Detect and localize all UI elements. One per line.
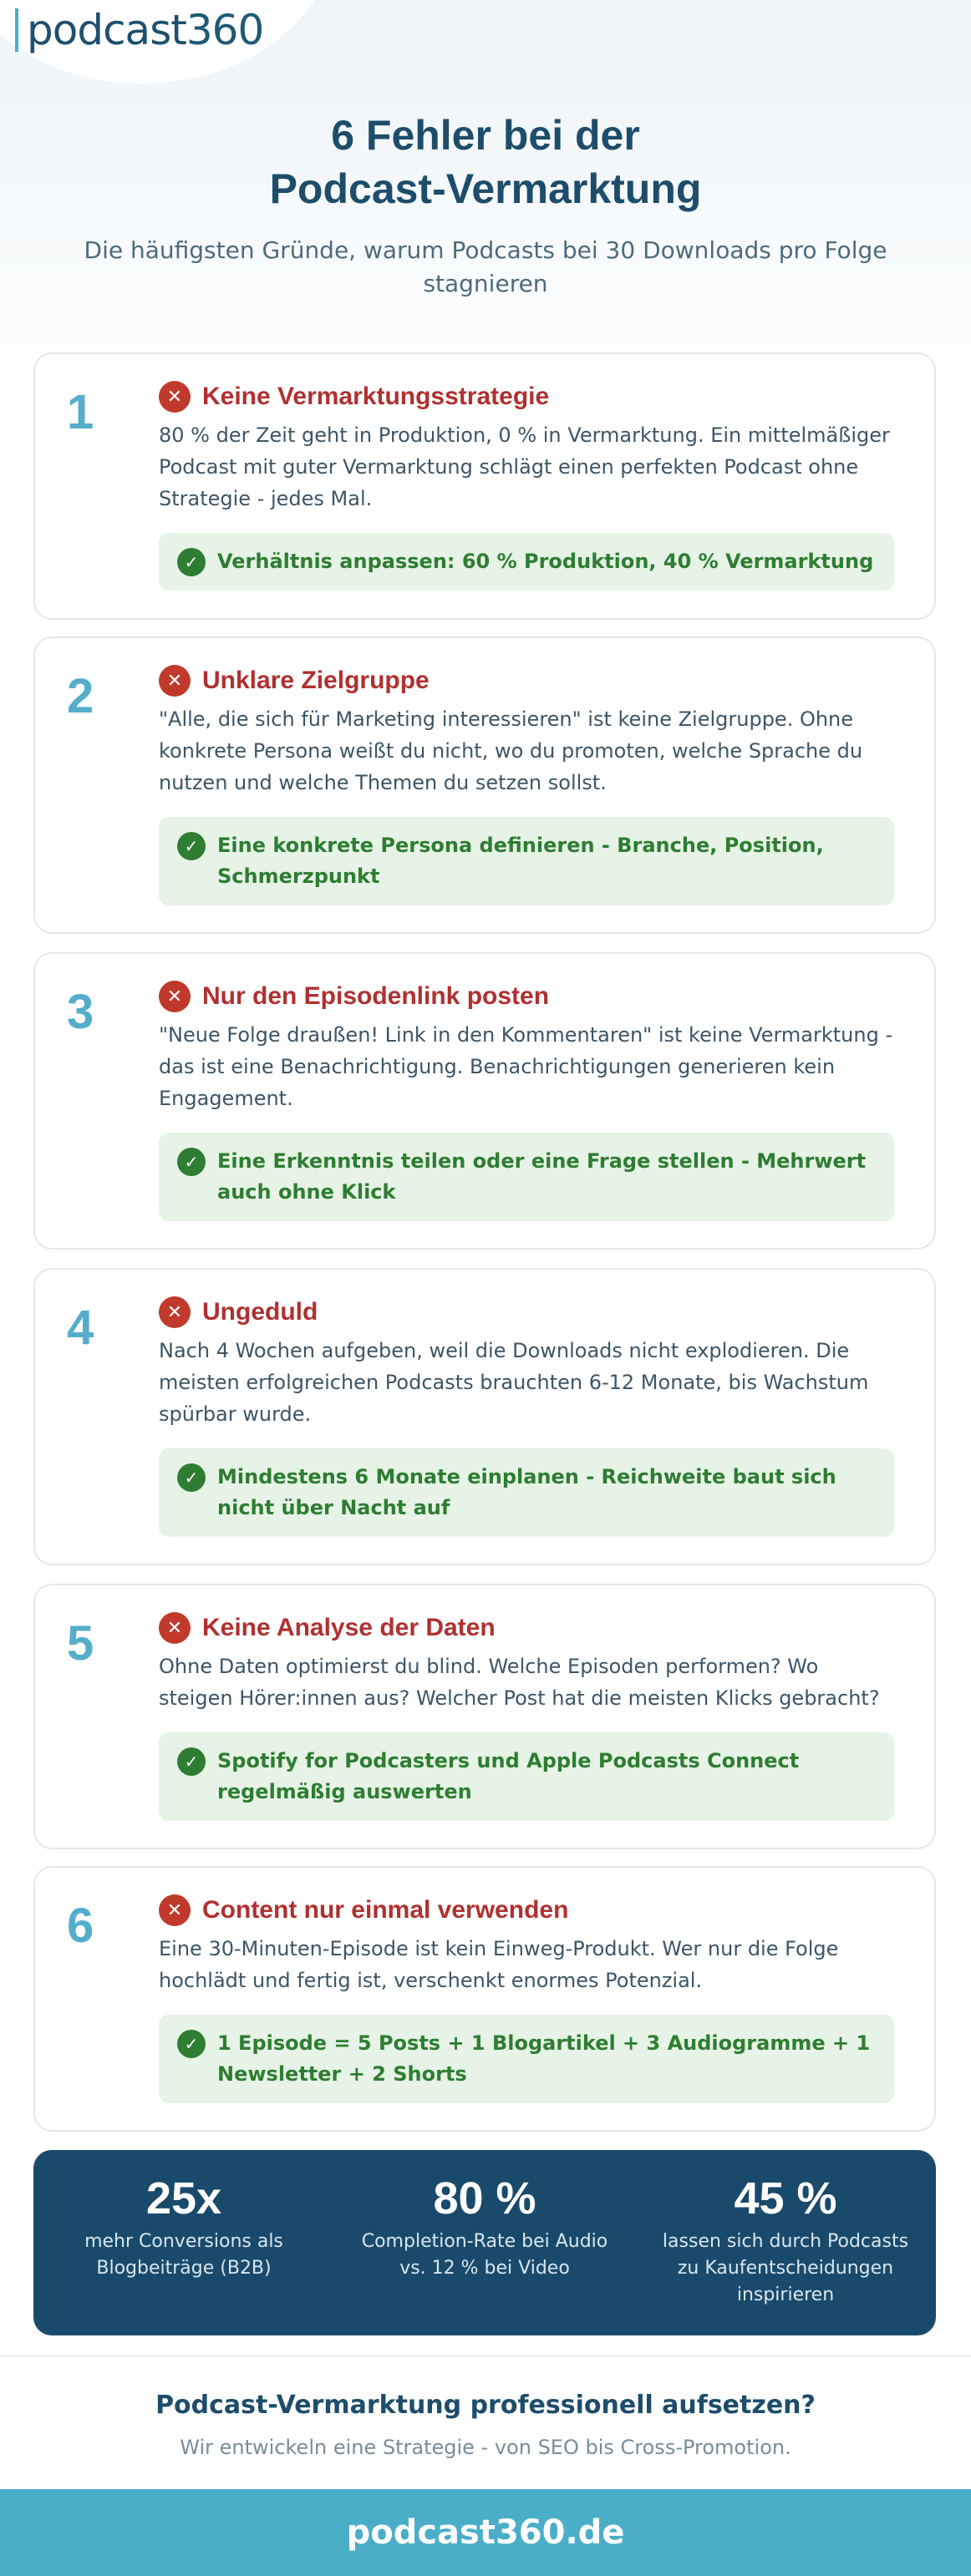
mistake-description: Nach 4 Wochen aufgeben, weil die Downloads nicht explodieren. Die meisten erfolgreichen Podcasts brauchten 6-12 Monate, bis Wachstum spürbar wurde. xyxy=(159,1339,869,1426)
mistake-description: 80 % der Zeit geht in Produktion, 0 % in Vermarktung. Ein mittelmäßiger Podcast mit guter Vermarktung schlägt einen perfekten Podcast ohne Strategie - jedes Mal. xyxy=(159,423,890,510)
stats-panel xyxy=(33,2150,936,2335)
check-icon: ✓ xyxy=(177,1747,206,1776)
stat-item xyxy=(33,2150,334,2335)
mistake-card-5 xyxy=(33,1584,936,1849)
footer-link[interactable]: podcast360.de xyxy=(346,2513,625,2552)
page-title xyxy=(0,109,971,216)
mistake-card-6 xyxy=(33,1866,936,2132)
mistake-card-1 xyxy=(33,352,936,620)
stat-label: Completion-Rate bei Audio vs. 12 % bei Video xyxy=(361,2231,608,2279)
mistake-description: Eine 30-Minuten-Episode ist kein Einweg-Produkt. Wer nur die Folge hochlädt und fertig ist, verschenkt enormes Potenzial. xyxy=(159,1937,839,1992)
mistake-title: Content nur einmal verwenden xyxy=(202,1896,569,1924)
mistake-header xyxy=(159,981,549,1012)
stat-value: 25x xyxy=(145,2173,222,2224)
stat-item xyxy=(334,2150,635,2335)
solution-tip xyxy=(159,817,894,905)
mistake-number: 6 xyxy=(67,1899,94,1953)
solution-tip xyxy=(159,1448,894,1537)
logo-bar xyxy=(15,8,18,52)
mistake-description: "Neue Folge draußen! Link in den Kommentaren" ist keine Vermarktung - das ist eine Benachrichtigung. Benachrichtigungen generieren kein Engagement. xyxy=(159,1023,893,1110)
solution-text: 1 Episode = 5 Posts + 1 Blogartikel + 3 Audiogramme + 1 Newsletter + 2 Shorts xyxy=(217,2031,871,2086)
solution-text: Spotify for Podcasters und Apple Podcasts Connect regelmäßig auswerten xyxy=(217,1749,800,1803)
cta-section xyxy=(0,2355,971,2491)
close-icon: ✕ xyxy=(159,381,191,413)
mistake-number: 5 xyxy=(67,1616,94,1671)
page-title-line1: 6 Fehler bei der xyxy=(331,112,640,159)
mistake-title: Unklare Zielgruppe xyxy=(202,667,430,694)
solution-tip xyxy=(159,1732,894,1821)
check-icon: ✓ xyxy=(177,832,206,860)
solution-text: Verhältnis anpassen: 60 % Produktion, 40 % Vermarktung xyxy=(217,550,874,573)
solution-text: Eine Erkenntnis teilen oder eine Frage stellen - Mehrwert auch ohne Klick xyxy=(217,1149,867,1204)
mistake-header xyxy=(159,381,549,413)
solution-text: Mindestens 6 Monate einplanen - Reichweite baut sich nicht über Nacht auf xyxy=(217,1465,836,1519)
check-icon: ✓ xyxy=(177,2030,206,2058)
close-icon: ✕ xyxy=(159,1296,191,1328)
mistake-header xyxy=(159,665,430,697)
page-title-line2: Podcast-Vermarktung xyxy=(269,165,702,212)
stat-label: mehr Conversions als Blogbeiträge (B2B) xyxy=(84,2231,283,2279)
cta-subline: Wir entwickeln eine Strategie - von SEO bis Cross-Promotion. xyxy=(180,2436,791,2459)
check-icon: ✓ xyxy=(177,1463,206,1492)
mistake-card-4 xyxy=(33,1268,936,1565)
mistake-description: Ohne Daten optimierst du blind. Welche Episoden performen? Wo steigen Hörer:innen aus? Welcher Post hat die meisten Klicks gebracht? xyxy=(159,1655,880,1710)
page-subtitle: Die häufigsten Gründe, warum Podcasts bei 30 Downloads pro Folge stagnieren xyxy=(84,236,887,297)
mistake-description: "Alle, die sich für Marketing interessieren" ist keine Zielgruppe. Ohne konkrete Persona weißt du nicht, wo du promoten, welche Sprache du nutzen und welche Themen du setzen sollst. xyxy=(159,707,863,794)
mistake-header xyxy=(159,1894,568,1926)
stat-value: 45 % xyxy=(734,2173,837,2224)
logo-name: podcast xyxy=(27,6,186,54)
close-icon: ✕ xyxy=(159,1894,191,1926)
cta-headline[interactable]: Podcast-Vermarktung professionell aufsetzen? xyxy=(155,2391,816,2420)
check-icon: ✓ xyxy=(177,548,206,576)
mistake-card-2 xyxy=(33,636,936,934)
mistake-header xyxy=(159,1296,318,1328)
mistake-card-3 xyxy=(33,952,936,1250)
solution-text: Eine konkrete Persona definieren - Branche, Position, Schmerzpunkt xyxy=(217,834,824,888)
mistake-title: Ungeduld xyxy=(202,1298,318,1326)
solution-tip xyxy=(159,533,894,591)
close-icon: ✕ xyxy=(159,1612,191,1644)
mistake-number: 4 xyxy=(67,1301,94,1355)
mistake-number: 1 xyxy=(67,385,94,439)
solution-tip xyxy=(159,2015,894,2103)
close-icon: ✕ xyxy=(159,981,191,1012)
close-icon: ✕ xyxy=(159,665,191,697)
mistake-number: 3 xyxy=(67,985,94,1039)
mistake-title: Keine Analyse der Daten xyxy=(202,1614,496,1641)
logo-number: 360 xyxy=(186,6,264,54)
stat-value: 80 % xyxy=(433,2173,536,2224)
footer-bar xyxy=(0,2489,971,2576)
mistake-title: Nur den Episodenlink posten xyxy=(202,982,550,1010)
solution-tip xyxy=(159,1133,894,1221)
mistake-header xyxy=(159,1612,496,1644)
stat-label: lassen sich durch Podcasts zu Kaufentscheidungen inspirieren xyxy=(662,2231,909,2305)
check-icon: ✓ xyxy=(177,1148,206,1176)
stat-item xyxy=(635,2150,936,2335)
mistake-number: 2 xyxy=(67,669,94,723)
brand-logo[interactable] xyxy=(15,0,263,60)
mistake-title: Keine Vermarktungsstrategie xyxy=(202,383,550,410)
